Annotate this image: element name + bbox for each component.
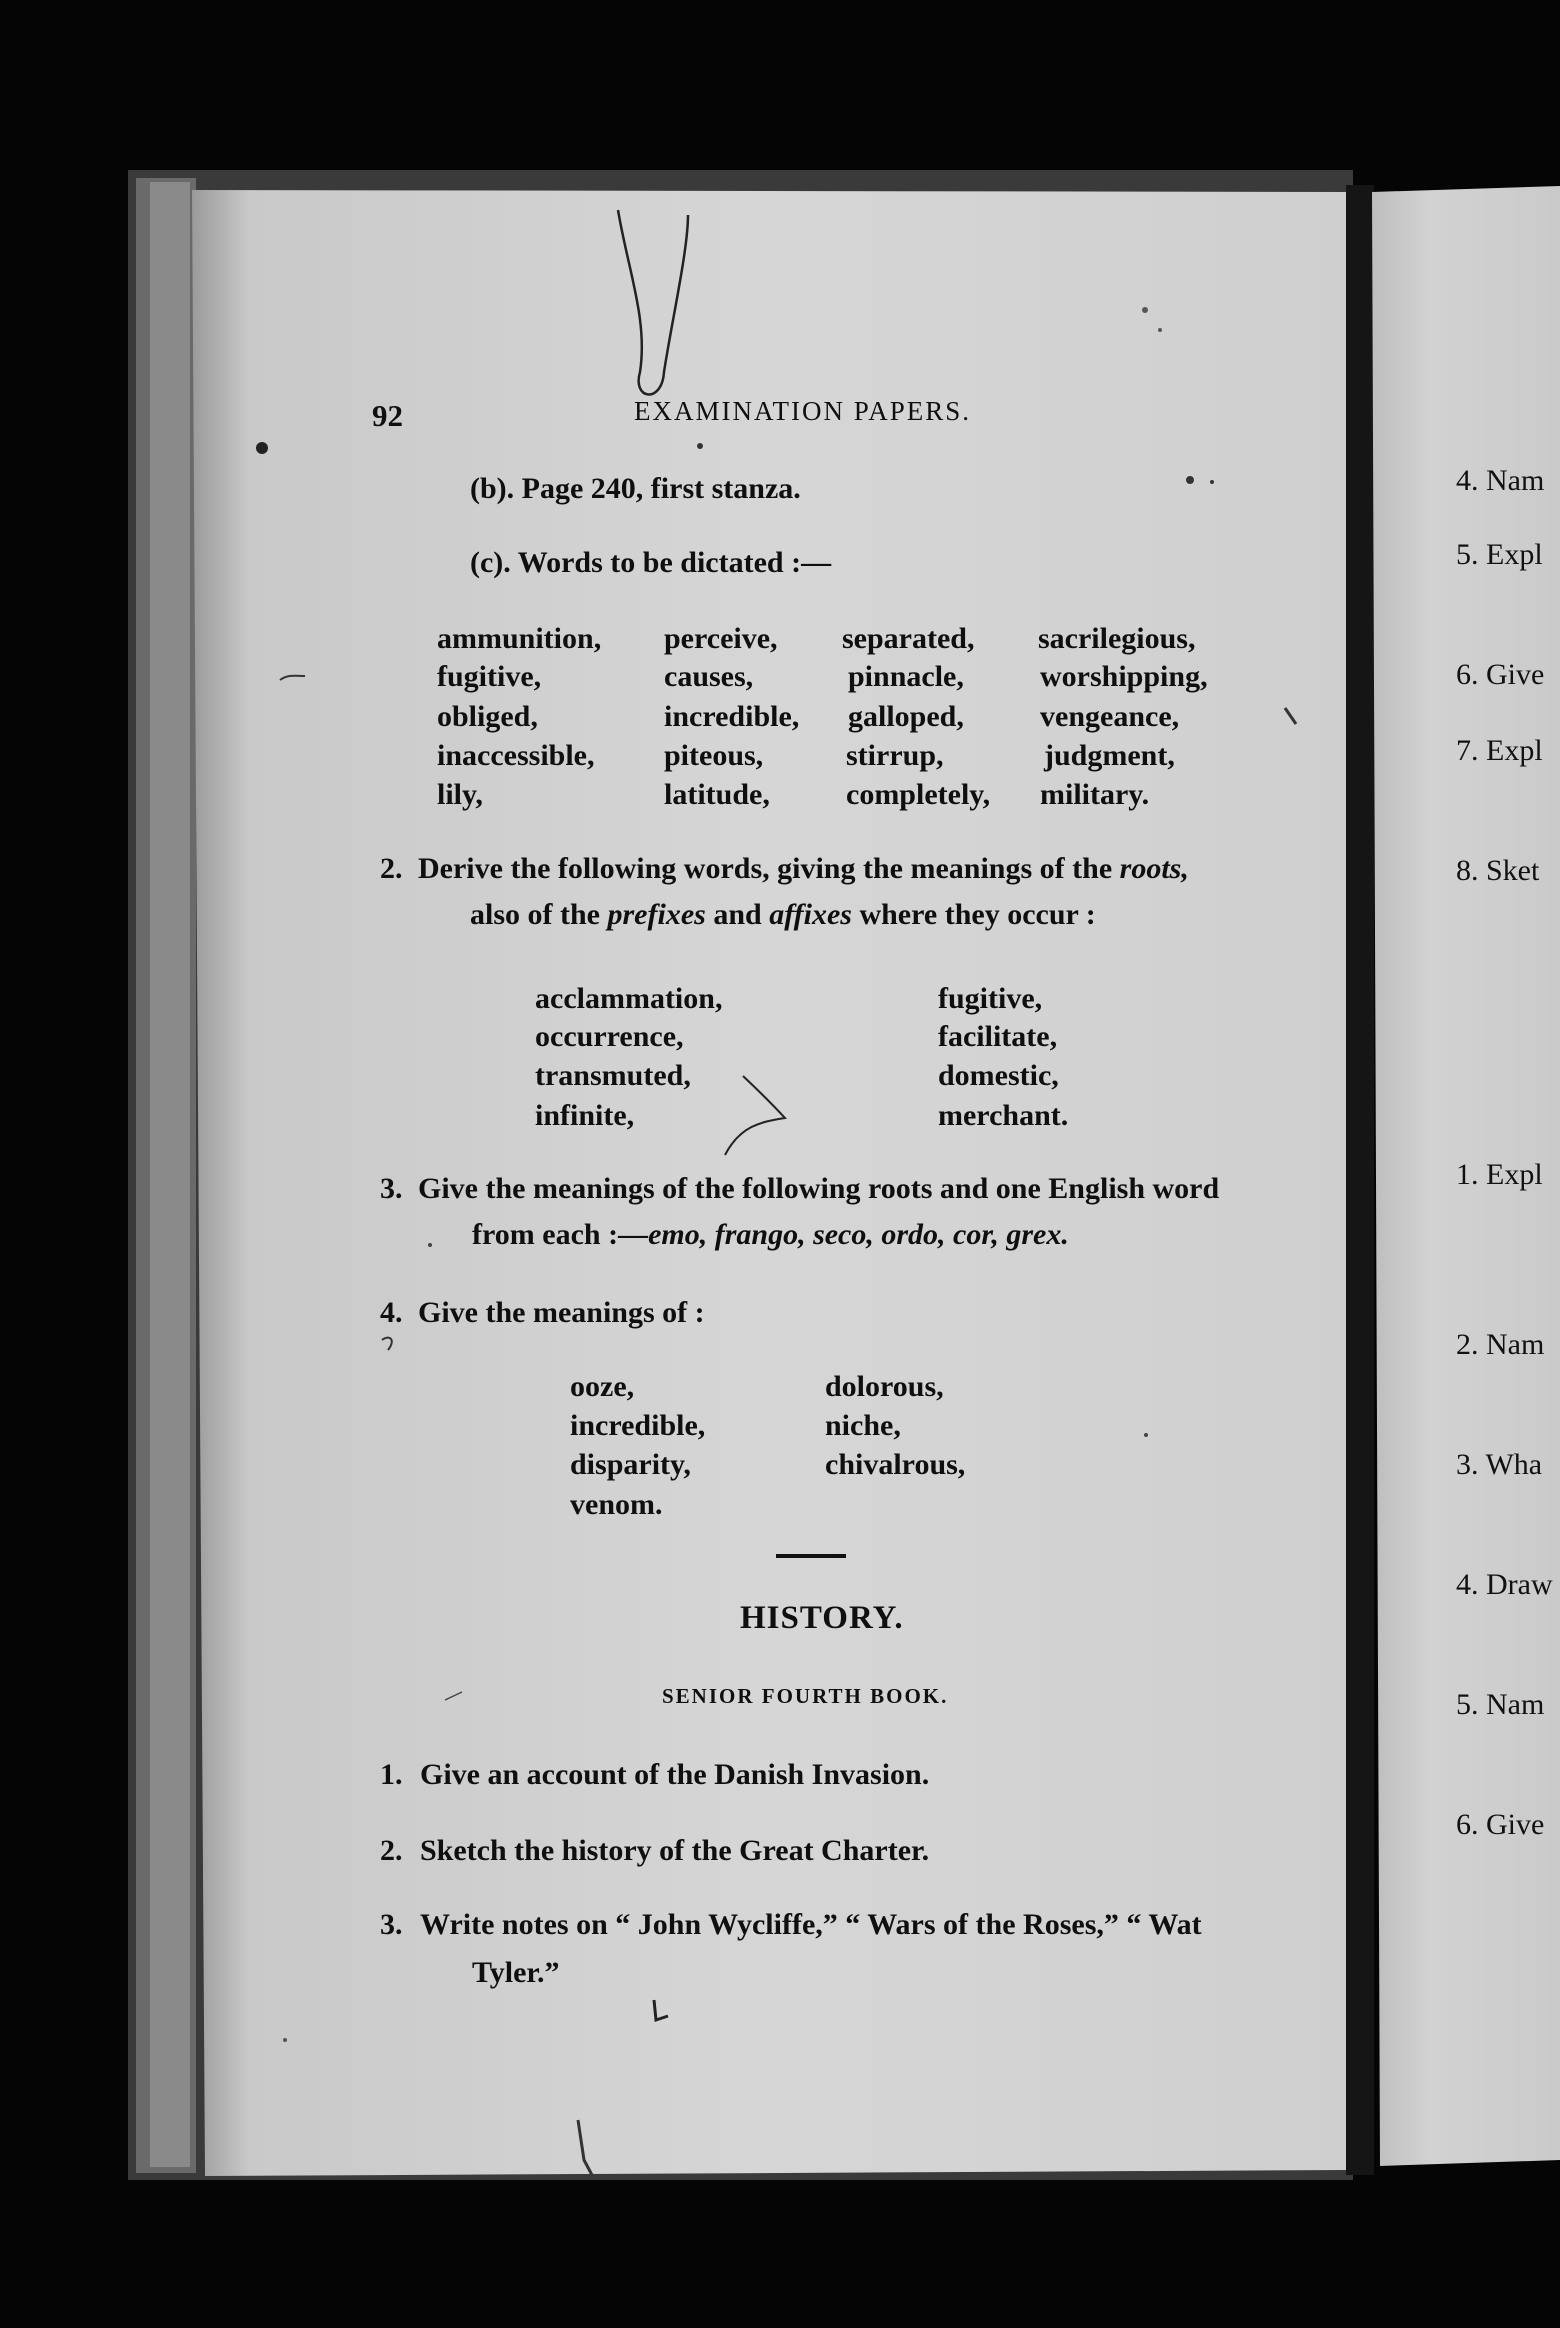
history-subheading: SENIOR FOURTH BOOK. — [662, 1684, 949, 1708]
history-heading: HISTORY. — [740, 1600, 904, 1636]
question-2-line-1: Derive the following words, giving the meanings of the roots, — [418, 852, 1189, 885]
right-fragment: 6. Give — [1456, 658, 1545, 691]
roots-term: roots, — [1119, 852, 1189, 885]
dictation-word: perceive, — [664, 622, 778, 655]
history-q2-number: 2. — [380, 1834, 403, 1867]
dictation-word: fugitive, — [437, 660, 542, 693]
dictation-word: pinnacle, — [848, 660, 964, 693]
dictation-word: piteous, — [664, 739, 764, 772]
meaning-word: niche, — [825, 1409, 901, 1442]
right-fragment: 4. Nam — [1456, 464, 1545, 497]
derive-word: merchant. — [938, 1099, 1069, 1132]
dictation-word: galloped, — [848, 700, 964, 733]
right-fragment: 5. Nam — [1456, 1688, 1545, 1721]
right-fragment: 3. Wha — [1456, 1448, 1543, 1481]
history-q1-number: 1. — [380, 1758, 403, 1791]
question-4-number: 4. — [380, 1296, 403, 1329]
history-q2-text: Sketch the history of the Great Charter. — [420, 1834, 930, 1867]
meaning-word: chivalrous, — [825, 1448, 966, 1481]
question-3-line-2: from each :—emo, frango, seco, ordo, cor, grex. — [472, 1218, 1069, 1251]
right-fragment: 6. Give — [1456, 1808, 1545, 1841]
history-q3-number: 3. — [380, 1908, 403, 1941]
dictation-word: incredible, — [664, 700, 800, 733]
dictation-word: stirrup, — [846, 739, 944, 772]
right-fragment: 2. Nam — [1456, 1328, 1545, 1361]
dictation-word: worshipping, — [1040, 660, 1208, 693]
question-3-number: 3. — [380, 1172, 403, 1205]
dictation-word: ammunition, — [437, 622, 602, 655]
latin-roots: emo, frango, seco, ordo, cor, grex. — [648, 1218, 1069, 1251]
meaning-word: disparity, — [570, 1448, 691, 1481]
right-fragment: 8. Sket — [1456, 854, 1540, 887]
history-q1-text: Give an account of the Danish Invasion. — [420, 1758, 930, 1791]
dictation-word: inaccessible, — [437, 739, 595, 772]
question-3-line-1: Give the meanings of the following roots and one English word — [418, 1172, 1220, 1205]
right-fragment: 1. Expl — [1456, 1158, 1543, 1191]
dictation-word: causes, — [664, 660, 754, 693]
derive-word: fugitive, — [938, 982, 1043, 1015]
derive-word: occurrence, — [535, 1020, 684, 1053]
section-divider — [776, 1554, 846, 1558]
history-q3-line-2: Tyler.” — [472, 1956, 560, 1989]
dictation-word: completely, — [846, 778, 991, 811]
derive-word: domestic, — [938, 1059, 1059, 1092]
meaning-word: dolorous, — [825, 1370, 944, 1403]
derive-word: facilitate, — [938, 1020, 1058, 1053]
derive-word: acclammation, — [535, 982, 723, 1015]
question-2-number: 2. — [380, 852, 403, 885]
affixes-term: affixes — [769, 898, 852, 931]
dictation-word: latitude, — [664, 778, 770, 811]
dictation-word: sacrilegious, — [1038, 622, 1196, 655]
running-head: EXAMINATION PAPERS. — [634, 396, 972, 426]
right-fragment: 4. Draw — [1456, 1568, 1553, 1601]
dictation-word: vengeance, — [1040, 700, 1180, 733]
meaning-word: incredible, — [570, 1409, 706, 1442]
derive-word: transmuted, — [535, 1059, 691, 1092]
meaning-word: venom. — [570, 1488, 663, 1521]
dictation-word: obliged, — [437, 700, 538, 733]
question-4-text: Give the meanings of : — [418, 1296, 705, 1329]
dictation-word: military. — [1040, 778, 1150, 811]
dictation-word: judgment, — [1044, 739, 1175, 772]
right-fragment: 5. Expl — [1456, 538, 1543, 571]
dictation-word: separated, — [842, 622, 975, 655]
meaning-word: ooze, — [570, 1370, 635, 1403]
prefixes-term: prefixes — [607, 898, 706, 931]
item-c: (c). Words to be dictated :— — [470, 546, 832, 579]
right-fragment: 7. Expl — [1456, 734, 1543, 767]
page-number: 92 — [372, 398, 403, 433]
question-2-line-2: also of the prefixes and affixes where they occur : — [470, 898, 1096, 931]
item-b: (b). Page 240, first stanza. — [470, 472, 801, 505]
dictation-word: lily, — [437, 778, 483, 811]
derive-word: infinite, — [535, 1099, 635, 1132]
history-q3-line-1: Write notes on “ John Wycliffe,” “ Wars of the Roses,” “ Wat — [420, 1908, 1202, 1941]
